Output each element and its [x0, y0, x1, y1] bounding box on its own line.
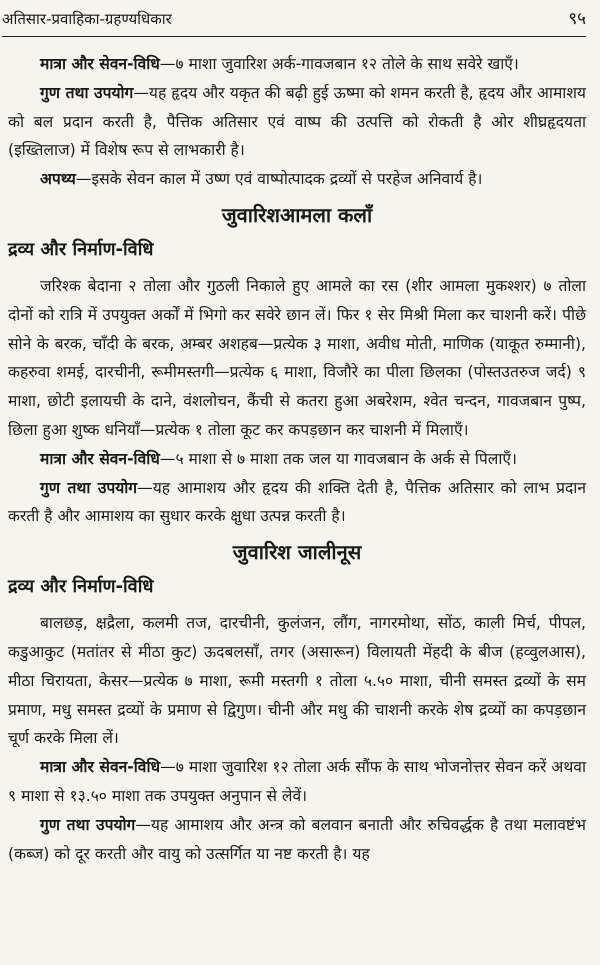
subheading-ingredients: द्रव्य और निर्माण-विधि [8, 238, 154, 260]
properties-heading: गुण तथा उपयोग [40, 478, 138, 497]
dosage-paragraph [8, 445, 586, 474]
contraindication-text: —इसके सेवन काल में उष्ण एवं वाष्पोत्पादक द्रव्यों से परहेज अनिवार्य है। [75, 170, 483, 189]
dosage-heading: मात्रा और सेवन-विधि [40, 758, 161, 777]
page-number: ९५ [568, 9, 586, 29]
chapter-title: अतिसार-प्रवाहिका-ग्रहण्यधिकार [2, 10, 172, 28]
page-content [8, 50, 586, 868]
dosage-heading: मात्रा और सेवन-विधि [40, 449, 160, 468]
dosage-paragraph [8, 50, 586, 79]
ingredients-paragraph: बालछड़, क्षद्रैला, कलमी तज, दारचीनी, कुलंजन, लौंग, नागरमोथा, सोंठ, काली मिर्च, पीपल, कडुआकुट (मतांतर से मीठा कुट) ऊदबलसाँ, तगर (असारून) विलायती मेंहदी के बीज (हव्वुलआस), मीठा चिरायता, केसर—प्रत्येक ७ माशा, रूमी मस्तगी १ तोला ५.५० माशा, चीनी समस्त द्रव्यों के सम प्रमाण, मधु समस्त द्रव्यों के प्रमाण से द्विगुण। चीनी और मधु की चाशनी करके शेष द्रव्यों का कपड़छान चूर्ण करके मिला लें। [8, 614, 586, 748]
properties-text: —यह आमाशय और हृदय की शक्ति देती है, पैत्तिक अतिसार को लाभ प्रदान करती है और आमाशय का सुधार करके क्षुधा उत्पन्न करती है। [8, 478, 586, 526]
contraindication-heading: अपथ्य [40, 170, 76, 189]
dosage-heading: मात्रा और सेवन-विधि [40, 55, 160, 73]
properties-text: —यह हृदय और यकृत की बढ़ी हुई ऊष्मा को शमन करती है, हृदय और आमाशय को बल प्रदान करती है, पैत्तिक अतिसार एवं वाष्प की उत्पत्ति को रोकती है ओर शीघ्रहृदयता (इख्तिलाज) में विशेष रूप से लाभकारी है। [8, 83, 586, 160]
properties-paragraph [8, 79, 586, 165]
dosage-text: —५ माशा से ७ माशा तक जल या गावजबान के अर्क से पिलाएँ। [159, 449, 517, 468]
properties-text: —यह आमाशय और अन्त्र को बलवान बनाती और रुचिवर्द्धक है तथा मलावष्टंभ (कब्ज) को दूर करती और वायु को उत्सर्गित या नष्ट करती है। यह [8, 815, 586, 863]
properties-heading: गुण तथा उपयोग [40, 815, 136, 834]
contraindication-paragraph [8, 165, 586, 194]
section-title-jawarish-amla: जुवारिशआमला कलाँ [221, 202, 373, 227]
properties-heading: गुण तथा उपयोग [40, 83, 134, 102]
properties-paragraph [8, 474, 586, 532]
dosage-paragraph [8, 753, 586, 811]
properties-paragraph [8, 811, 586, 869]
section-title-jawarish-jalinus: जुवारिश जालीनूस [232, 540, 362, 565]
subheading-ingredients: द्रव्य और निर्माण-विधि [8, 576, 154, 598]
ingredients-paragraph: जरिश्क बेदाना २ तोला और गुठली निकाले हुए आमले का रस (शीर आमला मुकश्शर) ७ तोला दोनों को रात्रि में उपयुक्त अर्कों में भिगो कर सवेरे छान लें। फिर १ सेर मिश्री मिला कर चाशनी करें। पीछे सोने के बरक, चाँदी के बरक, अम्बर अशहब—प्रत्येक ३ माशा, अवीध मोती, माणिक (याकूत रुम्मानी), कहरुवा शमई, दारचीनी, रूमीमस्तगी—प्रत्येक ६ माशा, विजौरे का पीला छिलका (पोस्तउतरुज जर्द) ९ माशा, छोटी इलायची के दाने, वंशलोचन, कैंची से कतरा हुआ अबरेशम, श्वेत चन्दन, गावजबान पुष्प, छिला हुआ शुष्क धनियाँ—प्रत्येक १ तोला कूट कर कपड़छान कर चाशनी में मिलाएँ। [8, 276, 586, 439]
running-head [2, 6, 586, 37]
dosage-text: —७ माशा जुवारिश १२ तोला अर्क सौंफ के साथ भोजनोत्तर सेवन करें अथवा ९ माशा से १३.५० माशा तक उपयुक्त अनुपान से लेवें। [8, 758, 586, 805]
dosage-text: —७ माशा जुवारिश अर्क-गावजबान १२ तोले के साथ सवेरे खाएँ। [159, 55, 519, 73]
